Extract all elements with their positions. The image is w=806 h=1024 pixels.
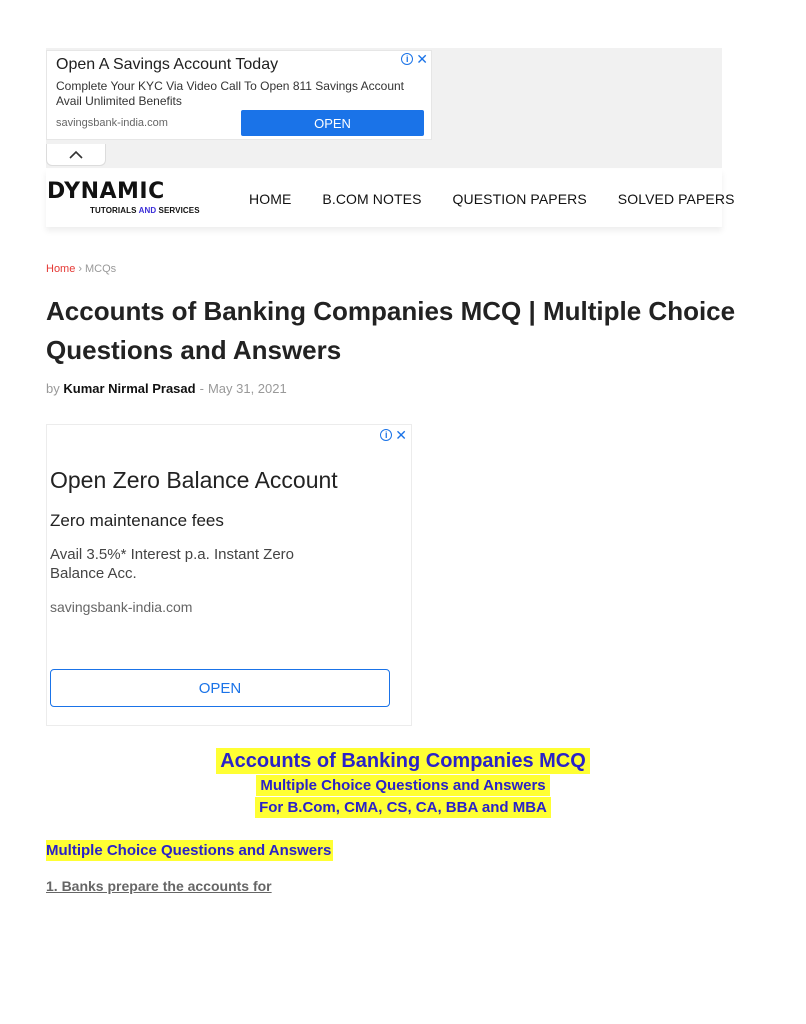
site-header	[46, 169, 735, 227]
site-logo-tagline	[90, 206, 200, 215]
top-ad-line-1: Complete Your KYC Via Video Call To Open 811 Savings Account	[56, 79, 405, 93]
site-logo[interactable]: DYNAMIC	[47, 179, 165, 204]
article-audience: For B.Com, CMA, CS, CA, BBA and MBA	[255, 797, 551, 818]
page-title: Accounts of Banking Companies MCQ | Multiple Choice Questions and Answers	[46, 296, 736, 365]
top-ad-title[interactable]: Open A Savings Account Today	[56, 56, 279, 73]
logo-sub-and: AND	[138, 206, 157, 215]
chevron-right-icon: ›	[78, 263, 83, 275]
collapse-ad-button[interactable]	[46, 144, 106, 166]
nav-bcom-notes[interactable]: B.COM NOTES	[322, 191, 422, 207]
adchoices-info-icon[interactable]: i	[401, 53, 413, 65]
top-ad-strip	[46, 48, 722, 168]
page-frame	[46, 48, 736, 932]
post-author[interactable]: Kumar Nirmal Prasad	[63, 381, 196, 396]
nav-home[interactable]: HOME	[249, 191, 292, 207]
logo-sub-part-2: SERVICES	[156, 206, 200, 215]
top-ad-line-2: Avail Unlimited Benefits	[56, 94, 182, 108]
article-heading: Accounts of Banking Companies MCQ	[216, 748, 590, 774]
post-meta	[46, 381, 287, 396]
section-heading: Multiple Choice Questions and Answers	[46, 842, 332, 859]
meta-by: by	[46, 381, 60, 396]
meta-separator: -	[199, 381, 204, 396]
mid-ad[interactable]	[46, 424, 412, 726]
mid-ad-badges	[380, 429, 407, 441]
top-ad-url[interactable]: savingsbank-india.com	[56, 117, 168, 129]
chevron-up-icon	[68, 150, 84, 160]
top-ad-open-button[interactable]: OPEN	[241, 110, 424, 136]
breadcrumb	[46, 263, 116, 275]
main-nav	[249, 191, 735, 207]
adchoices-info-icon[interactable]: i	[380, 429, 392, 441]
post-date: May 31, 2021	[207, 381, 287, 396]
mid-ad-url[interactable]: savingsbank-india.com	[50, 599, 193, 615]
mid-ad-headline[interactable]: Open Zero Balance Account	[50, 467, 338, 493]
logo-sub-part-1: TUTORIALS	[90, 206, 139, 215]
article-subheading: Multiple Choice Questions and Answers	[256, 775, 549, 796]
mid-ad-body: Avail 3.5%* Interest p.a. Instant Zero Balance Acc.	[50, 546, 295, 582]
top-ad-badges	[401, 53, 428, 65]
close-icon[interactable]: ✕	[395, 427, 407, 443]
mid-ad-open-button[interactable]: OPEN	[50, 669, 390, 707]
nav-question-papers[interactable]: QUESTION PAPERS	[452, 191, 587, 207]
breadcrumb-home[interactable]: Home	[46, 263, 76, 275]
nav-solved-papers[interactable]: SOLVED PAPERS	[617, 191, 735, 207]
question-1: 1. Banks prepare the accounts for	[46, 878, 272, 894]
top-ad[interactable]	[46, 50, 432, 140]
article-intro	[46, 748, 760, 818]
mid-ad-subhead: Zero maintenance fees	[50, 511, 224, 530]
breadcrumb-current[interactable]: MCQs	[85, 263, 117, 275]
close-icon[interactable]: ✕	[416, 51, 428, 67]
